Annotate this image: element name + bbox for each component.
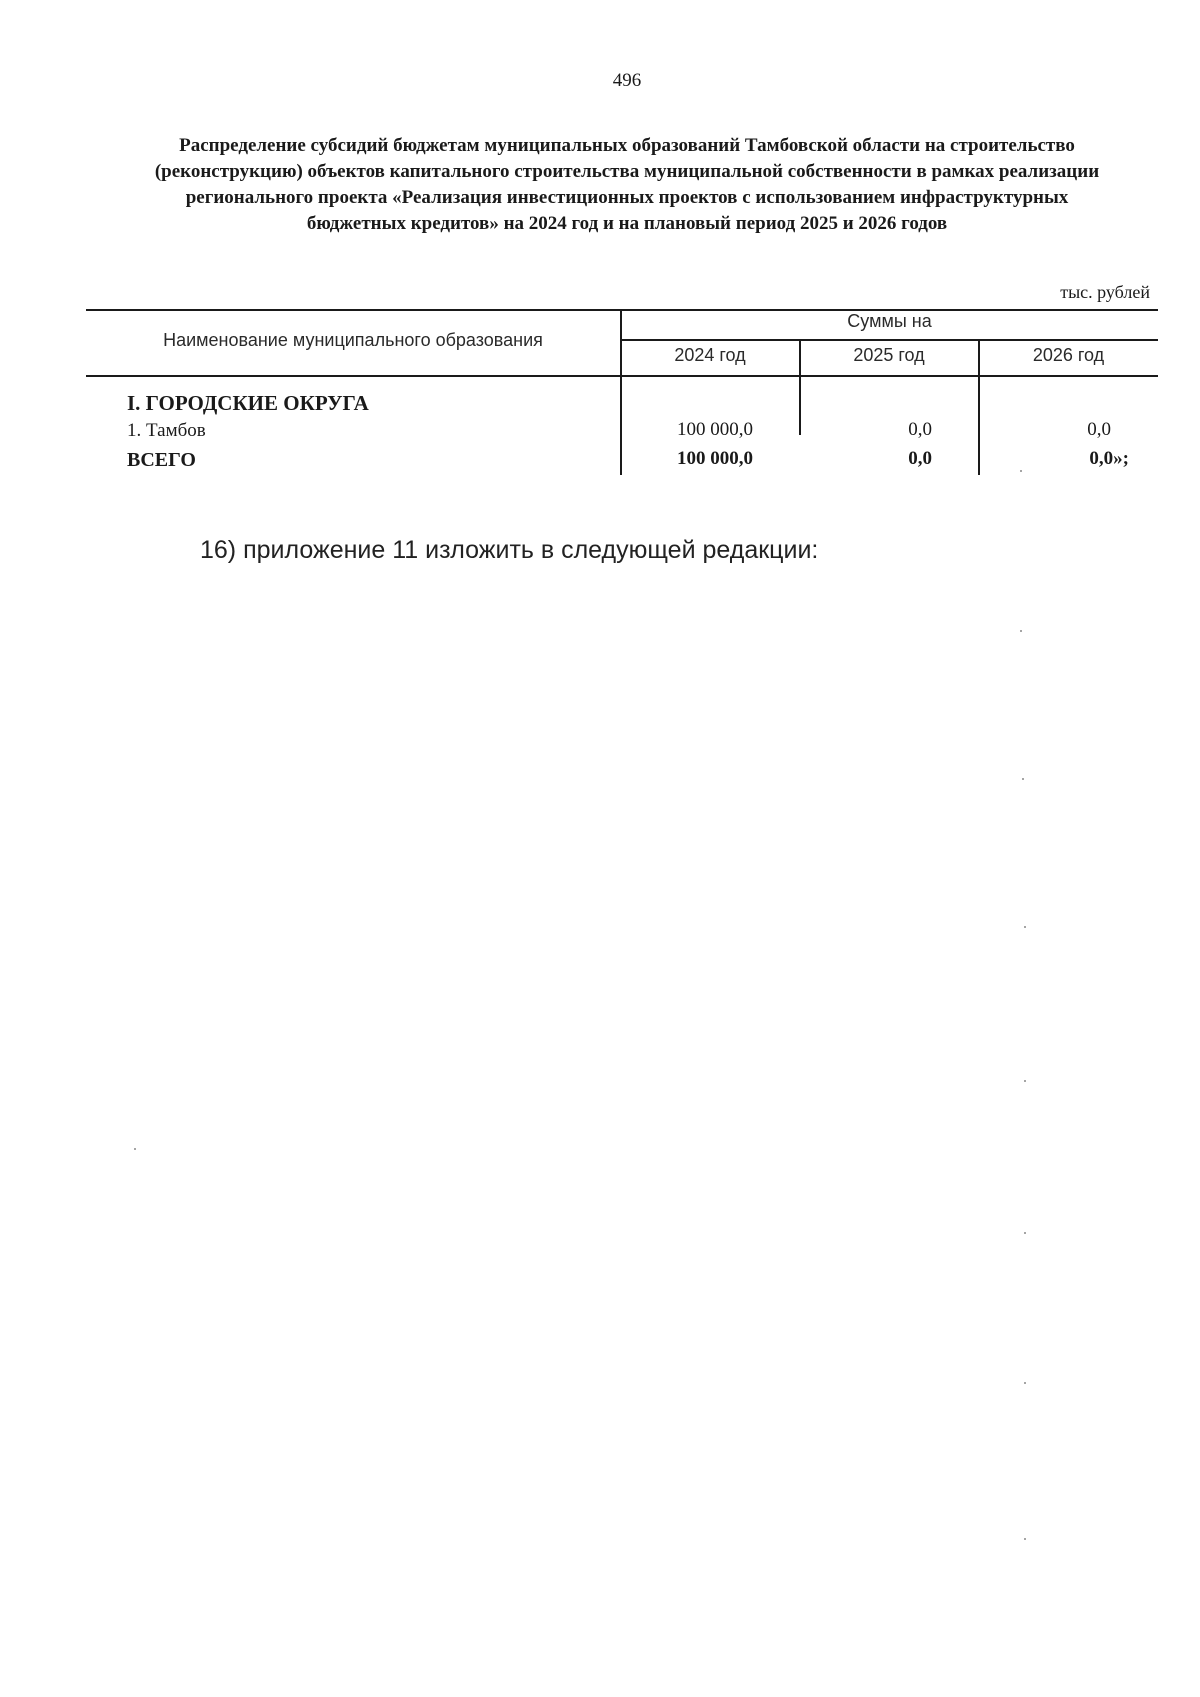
row-name: 1. Тамбов: [127, 420, 206, 441]
header-group-cell: Суммы на: [847, 311, 932, 331]
scan-speck: [1024, 1382, 1026, 1384]
header-year-2026: 2026 год: [1032, 345, 1105, 365]
row-value-2024: 100 000,0: [677, 419, 753, 440]
page-number: 496: [612, 70, 642, 91]
table-header-sub-border: [621, 339, 1158, 341]
unit-label: тыс. рублей: [1060, 282, 1150, 302]
header-year-2025: 2025 год: [853, 345, 925, 365]
row-value-2025: 0,0: [908, 419, 932, 440]
scan-speck: [1024, 1538, 1026, 1540]
row-value-2026: 0,0: [1087, 419, 1111, 440]
scan-speck: [1024, 1232, 1026, 1234]
scan-speck: [1024, 926, 1026, 928]
scan-speck: [1024, 1080, 1026, 1082]
scan-speck: [1022, 778, 1024, 780]
total-value-2024: 100 000,0: [677, 448, 753, 469]
total-name: ВСЕГО: [127, 449, 196, 471]
scan-speck: [1020, 470, 1022, 472]
table-header-bottom-border: [86, 375, 1158, 377]
total-value-2025: 0,0: [908, 448, 932, 469]
total-value-2026: 0,0»;: [1089, 448, 1129, 469]
instruction-text: 16) приложение 11 изложить в следующей редакции:: [200, 536, 819, 564]
section-heading: I. ГОРОДСКИЕ ОКРУГА: [127, 391, 369, 415]
scan-speck: [134, 1148, 136, 1150]
header-name-cell: Наименование муниципального образования: [163, 330, 543, 350]
scan-speck: [1020, 630, 1022, 632]
header-year-2024: 2024 год: [674, 345, 746, 365]
document-title: Распределение субсидий бюджетам муниципальных образований Тамбовской области на строительство (реконструкцию) объектов капитального строительства муниципальной собственности в рамках реализации регионального проекта «Реализация инвестиционных проектов с использованием инфраструктурных бюджетных кредитов» на 2024 год и на плановый период 2025 и 2026 годов: [154, 135, 1100, 234]
